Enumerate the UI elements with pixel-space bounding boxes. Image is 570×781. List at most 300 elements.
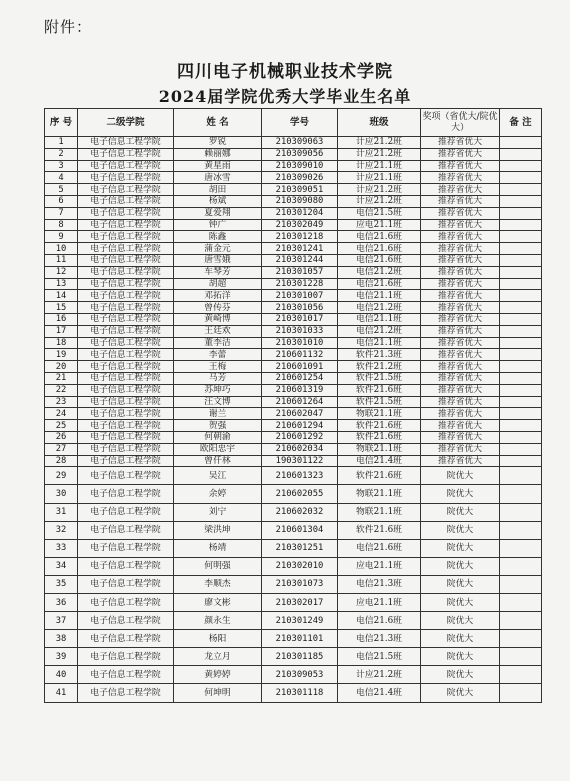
cell-name: 颜永生 bbox=[174, 612, 262, 630]
cell-name: 汪文博 bbox=[174, 396, 262, 408]
cell-remark bbox=[500, 396, 542, 408]
cell-remark bbox=[500, 278, 542, 290]
cell-college: 电子信息工程学院 bbox=[78, 148, 174, 160]
cell-student-id: 210301241 bbox=[262, 243, 338, 255]
cell-student-id: 210301057 bbox=[262, 266, 338, 278]
cell-award: 推荐省优大 bbox=[421, 384, 500, 396]
cell-student-id: 210309010 bbox=[262, 160, 338, 172]
cell-seq: 6 bbox=[45, 195, 78, 207]
cell-remark bbox=[500, 302, 542, 314]
cell-award: 院优大 bbox=[421, 503, 500, 521]
cell-college: 电子信息工程学院 bbox=[78, 195, 174, 207]
cell-name: 苏坤巧 bbox=[174, 384, 262, 396]
cell-seq: 28 bbox=[45, 455, 78, 467]
cell-class: 电信21.4班 bbox=[338, 455, 421, 467]
cell-student-id: 210601292 bbox=[262, 431, 338, 443]
cell-remark bbox=[500, 455, 542, 467]
cell-seq: 29 bbox=[45, 467, 78, 485]
table-row bbox=[45, 521, 542, 539]
cell-student-id: 210601091 bbox=[262, 361, 338, 373]
cell-class: 软件21.6班 bbox=[338, 420, 421, 432]
cell-award: 院优大 bbox=[421, 593, 500, 611]
cell-student-id: 210602047 bbox=[262, 408, 338, 420]
cell-remark bbox=[500, 254, 542, 266]
cell-award: 推荐省优大 bbox=[421, 207, 500, 219]
cell-class: 电信21.6班 bbox=[338, 278, 421, 290]
cell-college: 电子信息工程学院 bbox=[78, 243, 174, 255]
cell-remark bbox=[500, 408, 542, 420]
cell-student-id: 210301249 bbox=[262, 612, 338, 630]
cell-name: 谢兰 bbox=[174, 408, 262, 420]
cell-remark bbox=[500, 372, 542, 384]
cell-student-id: 210601264 bbox=[262, 396, 338, 408]
cell-class: 软件21.6班 bbox=[338, 467, 421, 485]
cell-college: 电子信息工程学院 bbox=[78, 278, 174, 290]
cell-student-id: 210301073 bbox=[262, 575, 338, 593]
table-row bbox=[45, 325, 542, 337]
cell-seq: 19 bbox=[45, 349, 78, 361]
cell-seq: 34 bbox=[45, 557, 78, 575]
cell-name: 杨靖 bbox=[174, 539, 262, 557]
cell-student-id: 210601294 bbox=[262, 420, 338, 432]
cell-seq: 38 bbox=[45, 630, 78, 648]
cell-seq: 30 bbox=[45, 485, 78, 503]
cell-name: 吴江 bbox=[174, 467, 262, 485]
cell-college: 电子信息工程学院 bbox=[78, 184, 174, 196]
attachment-label: 附件： bbox=[44, 18, 93, 36]
cell-name: 车琴芳 bbox=[174, 266, 262, 278]
cell-remark bbox=[500, 337, 542, 349]
table-row bbox=[45, 420, 542, 432]
cell-college: 电子信息工程学院 bbox=[78, 349, 174, 361]
cell-remark bbox=[500, 485, 542, 503]
cell-student-id: 210602055 bbox=[262, 485, 338, 503]
cell-class: 电信21.6班 bbox=[338, 254, 421, 266]
cell-college: 电子信息工程学院 bbox=[78, 431, 174, 443]
cell-remark bbox=[500, 325, 542, 337]
cell-class: 计应21.2班 bbox=[338, 137, 421, 149]
cell-award: 推荐省优大 bbox=[421, 243, 500, 255]
cell-class: 计应21.2班 bbox=[338, 666, 421, 684]
cell-college: 电子信息工程学院 bbox=[78, 443, 174, 455]
table-body bbox=[45, 137, 542, 703]
cell-award: 院优大 bbox=[421, 575, 500, 593]
cell-class: 电信21.6班 bbox=[338, 612, 421, 630]
cell-remark bbox=[500, 666, 542, 684]
cell-award: 推荐省优大 bbox=[421, 337, 500, 349]
cell-remark bbox=[500, 557, 542, 575]
cell-name: 欧阳忠宇 bbox=[174, 443, 262, 455]
cell-seq: 3 bbox=[45, 160, 78, 172]
table-row bbox=[45, 160, 542, 172]
table-row bbox=[45, 361, 542, 373]
cell-student-id: 210302049 bbox=[262, 219, 338, 231]
cell-class: 电信21.5班 bbox=[338, 207, 421, 219]
cell-name: 陈鑫 bbox=[174, 231, 262, 243]
header-college: 二级学院 bbox=[78, 109, 174, 137]
cell-student-id: 210601304 bbox=[262, 521, 338, 539]
table-row bbox=[45, 184, 542, 196]
cell-seq: 40 bbox=[45, 666, 78, 684]
table-row bbox=[45, 630, 542, 648]
cell-seq: 18 bbox=[45, 337, 78, 349]
cell-class: 物联21.1班 bbox=[338, 503, 421, 521]
cell-remark bbox=[500, 172, 542, 184]
cell-award: 推荐省优大 bbox=[421, 420, 500, 432]
cell-seq: 26 bbox=[45, 431, 78, 443]
cell-college: 电子信息工程学院 bbox=[78, 420, 174, 432]
cell-award: 推荐省优大 bbox=[421, 325, 500, 337]
cell-student-id: 210601254 bbox=[262, 372, 338, 384]
table-row bbox=[45, 231, 542, 243]
table-row bbox=[45, 666, 542, 684]
cell-student-id: 210301244 bbox=[262, 254, 338, 266]
cell-class: 电信21.4班 bbox=[338, 684, 421, 702]
cell-name: 赖丽娜 bbox=[174, 148, 262, 160]
cell-seq: 32 bbox=[45, 521, 78, 539]
table-row bbox=[45, 148, 542, 160]
cell-college: 电子信息工程学院 bbox=[78, 372, 174, 384]
cell-name: 王廷欢 bbox=[174, 325, 262, 337]
cell-class: 电信21.2班 bbox=[338, 302, 421, 314]
cell-college: 电子信息工程学院 bbox=[78, 539, 174, 557]
header-class: 班级 bbox=[338, 109, 421, 137]
cell-class: 计应21.1班 bbox=[338, 160, 421, 172]
cell-name: 刘宁 bbox=[174, 503, 262, 521]
table-row bbox=[45, 384, 542, 396]
cell-award: 院优大 bbox=[421, 648, 500, 666]
cell-student-id: 210301228 bbox=[262, 278, 338, 290]
cell-student-id: 210302010 bbox=[262, 557, 338, 575]
cell-award: 推荐省优大 bbox=[421, 266, 500, 278]
cell-college: 电子信息工程学院 bbox=[78, 467, 174, 485]
cell-remark bbox=[500, 431, 542, 443]
table-row bbox=[45, 431, 542, 443]
cell-seq: 21 bbox=[45, 372, 78, 384]
header-name: 姓 名 bbox=[174, 109, 262, 137]
cell-student-id: 210301218 bbox=[262, 231, 338, 243]
cell-remark bbox=[500, 361, 542, 373]
cell-student-id: 210309053 bbox=[262, 666, 338, 684]
cell-remark bbox=[500, 384, 542, 396]
cell-name: 杨斌 bbox=[174, 195, 262, 207]
table-row bbox=[45, 302, 542, 314]
table-row bbox=[45, 684, 542, 702]
cell-award: 推荐省优大 bbox=[421, 408, 500, 420]
cell-award: 推荐省优大 bbox=[421, 254, 500, 266]
cell-class: 计应21.1班 bbox=[338, 172, 421, 184]
cell-award: 推荐省优大 bbox=[421, 184, 500, 196]
cell-remark bbox=[500, 148, 542, 160]
cell-remark bbox=[500, 503, 542, 521]
cell-class: 应电21.1班 bbox=[338, 219, 421, 231]
cell-remark bbox=[500, 443, 542, 455]
table-row bbox=[45, 575, 542, 593]
cell-name: 董李洁 bbox=[174, 337, 262, 349]
cell-name: 唐雪娥 bbox=[174, 254, 262, 266]
cell-college: 电子信息工程学院 bbox=[78, 361, 174, 373]
cell-name: 何明强 bbox=[174, 557, 262, 575]
cell-class: 电信21.6班 bbox=[338, 243, 421, 255]
cell-college: 电子信息工程学院 bbox=[78, 266, 174, 278]
cell-remark bbox=[500, 420, 542, 432]
cell-remark bbox=[500, 521, 542, 539]
cell-college: 电子信息工程学院 bbox=[78, 219, 174, 231]
header-award: 奖项（省优大/院优大） bbox=[421, 109, 500, 137]
table-row bbox=[45, 396, 542, 408]
cell-college: 电子信息工程学院 bbox=[78, 290, 174, 302]
cell-class: 电信21.6班 bbox=[338, 231, 421, 243]
cell-remark bbox=[500, 684, 542, 702]
table-row bbox=[45, 243, 542, 255]
cell-college: 电子信息工程学院 bbox=[78, 396, 174, 408]
table-row bbox=[45, 207, 542, 219]
cell-college: 电子信息工程学院 bbox=[78, 648, 174, 666]
cell-name: 罗锐 bbox=[174, 137, 262, 149]
cell-remark bbox=[500, 630, 542, 648]
cell-student-id: 210301017 bbox=[262, 313, 338, 325]
cell-award: 院优大 bbox=[421, 684, 500, 702]
cell-name: 梁洪坤 bbox=[174, 521, 262, 539]
cell-remark bbox=[500, 349, 542, 361]
cell-student-id: 210601319 bbox=[262, 384, 338, 396]
cell-remark bbox=[500, 648, 542, 666]
cell-student-id: 210301251 bbox=[262, 539, 338, 557]
cell-student-id: 210302017 bbox=[262, 593, 338, 611]
cell-college: 电子信息工程学院 bbox=[78, 137, 174, 149]
cell-seq: 22 bbox=[45, 384, 78, 396]
cell-student-id: 210301033 bbox=[262, 325, 338, 337]
table-row bbox=[45, 290, 542, 302]
table-row bbox=[45, 455, 542, 467]
cell-name: 何坤明 bbox=[174, 684, 262, 702]
cell-award: 推荐省优大 bbox=[421, 148, 500, 160]
table-row bbox=[45, 313, 542, 325]
cell-college: 电子信息工程学院 bbox=[78, 384, 174, 396]
document-title: 四川电子机械职业技术学院 bbox=[177, 62, 393, 82]
cell-class: 电信21.3班 bbox=[338, 630, 421, 648]
cell-student-id: 210602034 bbox=[262, 443, 338, 455]
cell-college: 电子信息工程学院 bbox=[78, 302, 174, 314]
cell-award: 院优大 bbox=[421, 612, 500, 630]
cell-name: 黄星雨 bbox=[174, 160, 262, 172]
cell-remark bbox=[500, 184, 542, 196]
header-student-id: 学号 bbox=[262, 109, 338, 137]
cell-college: 电子信息工程学院 bbox=[78, 593, 174, 611]
cell-remark bbox=[500, 290, 542, 302]
table-row bbox=[45, 219, 542, 231]
cell-remark bbox=[500, 313, 542, 325]
cell-class: 软件21.6班 bbox=[338, 384, 421, 396]
cell-name: 曾仟林 bbox=[174, 455, 262, 467]
cell-award: 推荐省优大 bbox=[421, 231, 500, 243]
cell-college: 电子信息工程学院 bbox=[78, 408, 174, 420]
cell-student-id: 210301007 bbox=[262, 290, 338, 302]
table-row bbox=[45, 408, 542, 420]
cell-seq: 25 bbox=[45, 420, 78, 432]
table-row bbox=[45, 593, 542, 611]
cell-college: 电子信息工程学院 bbox=[78, 455, 174, 467]
cell-name: 蒲金元 bbox=[174, 243, 262, 255]
cell-award: 院优大 bbox=[421, 521, 500, 539]
cell-remark bbox=[500, 467, 542, 485]
cell-class: 软件21.6班 bbox=[338, 431, 421, 443]
cell-award: 院优大 bbox=[421, 485, 500, 503]
cell-student-id: 210301056 bbox=[262, 302, 338, 314]
cell-award: 推荐省优大 bbox=[421, 172, 500, 184]
table-row bbox=[45, 539, 542, 557]
cell-award: 推荐省优大 bbox=[421, 302, 500, 314]
cell-award: 推荐省优大 bbox=[421, 455, 500, 467]
cell-college: 电子信息工程学院 bbox=[78, 254, 174, 266]
cell-student-id: 210309063 bbox=[262, 137, 338, 149]
cell-college: 电子信息工程学院 bbox=[78, 313, 174, 325]
cell-award: 推荐省优大 bbox=[421, 361, 500, 373]
cell-award: 院优大 bbox=[421, 557, 500, 575]
cell-name: 曾传芬 bbox=[174, 302, 262, 314]
cell-seq: 41 bbox=[45, 684, 78, 702]
table-row bbox=[45, 266, 542, 278]
cell-award: 院优大 bbox=[421, 630, 500, 648]
cell-student-id: 210301118 bbox=[262, 684, 338, 702]
cell-student-id: 210309056 bbox=[262, 148, 338, 160]
cell-class: 应电21.1班 bbox=[338, 593, 421, 611]
cell-award: 推荐省优大 bbox=[421, 372, 500, 384]
cell-class: 电信21.1班 bbox=[338, 313, 421, 325]
cell-seq: 9 bbox=[45, 231, 78, 243]
cell-class: 电信21.2班 bbox=[338, 266, 421, 278]
cell-remark bbox=[500, 137, 542, 149]
cell-seq: 2 bbox=[45, 148, 78, 160]
cell-name: 李蕾 bbox=[174, 349, 262, 361]
cell-name: 马芳 bbox=[174, 372, 262, 384]
cell-name: 钟广 bbox=[174, 219, 262, 231]
cell-seq: 7 bbox=[45, 207, 78, 219]
table-header-row bbox=[45, 109, 542, 137]
cell-name: 王梅 bbox=[174, 361, 262, 373]
cell-seq: 11 bbox=[45, 254, 78, 266]
cell-college: 电子信息工程学院 bbox=[78, 666, 174, 684]
cell-award: 推荐省优大 bbox=[421, 219, 500, 231]
header-seq: 序 号 bbox=[45, 109, 78, 137]
cell-college: 电子信息工程学院 bbox=[78, 557, 174, 575]
cell-seq: 14 bbox=[45, 290, 78, 302]
cell-seq: 35 bbox=[45, 575, 78, 593]
cell-name: 夏爱翔 bbox=[174, 207, 262, 219]
cell-seq: 17 bbox=[45, 325, 78, 337]
cell-college: 电子信息工程学院 bbox=[78, 575, 174, 593]
graduates-table bbox=[44, 108, 542, 703]
cell-class: 电信21.1班 bbox=[338, 290, 421, 302]
cell-name: 杨阳 bbox=[174, 630, 262, 648]
cell-seq: 12 bbox=[45, 266, 78, 278]
cell-seq: 24 bbox=[45, 408, 78, 420]
cell-class: 电信21.3班 bbox=[338, 575, 421, 593]
cell-name: 龙立月 bbox=[174, 648, 262, 666]
cell-college: 电子信息工程学院 bbox=[78, 684, 174, 702]
cell-award: 推荐省优大 bbox=[421, 278, 500, 290]
cell-remark bbox=[500, 539, 542, 557]
table-row bbox=[45, 503, 542, 521]
cell-college: 电子信息工程学院 bbox=[78, 337, 174, 349]
cell-seq: 31 bbox=[45, 503, 78, 521]
cell-remark bbox=[500, 243, 542, 255]
cell-award: 院优大 bbox=[421, 539, 500, 557]
cell-student-id: 210301101 bbox=[262, 630, 338, 648]
cell-student-id: 210301185 bbox=[262, 648, 338, 666]
cell-class: 电信21.6班 bbox=[338, 539, 421, 557]
cell-seq: 13 bbox=[45, 278, 78, 290]
cell-class: 计应21.2班 bbox=[338, 148, 421, 160]
cell-class: 应电21.1班 bbox=[338, 557, 421, 575]
cell-student-id: 210309026 bbox=[262, 172, 338, 184]
cell-college: 电子信息工程学院 bbox=[78, 231, 174, 243]
cell-remark bbox=[500, 593, 542, 611]
table-row bbox=[45, 349, 542, 361]
cell-student-id: 210309080 bbox=[262, 195, 338, 207]
cell-seq: 20 bbox=[45, 361, 78, 373]
cell-class: 软件21.2班 bbox=[338, 361, 421, 373]
cell-college: 电子信息工程学院 bbox=[78, 503, 174, 521]
cell-class: 电信21.1班 bbox=[338, 337, 421, 349]
header-remark: 备 注 bbox=[500, 109, 542, 137]
cell-seq: 39 bbox=[45, 648, 78, 666]
cell-seq: 37 bbox=[45, 612, 78, 630]
cell-seq: 33 bbox=[45, 539, 78, 557]
cell-remark bbox=[500, 575, 542, 593]
cell-class: 软件21.5班 bbox=[338, 396, 421, 408]
cell-name: 贺强 bbox=[174, 420, 262, 432]
cell-seq: 36 bbox=[45, 593, 78, 611]
cell-name: 廖文彬 bbox=[174, 593, 262, 611]
cell-class: 电信21.5班 bbox=[338, 648, 421, 666]
cell-student-id: 210601323 bbox=[262, 467, 338, 485]
cell-college: 电子信息工程学院 bbox=[78, 172, 174, 184]
table-row bbox=[45, 254, 542, 266]
cell-name: 胡田 bbox=[174, 184, 262, 196]
cell-award: 院优大 bbox=[421, 666, 500, 684]
cell-seq: 5 bbox=[45, 184, 78, 196]
cell-award: 推荐省优大 bbox=[421, 195, 500, 207]
cell-student-id: 210309051 bbox=[262, 184, 338, 196]
cell-student-id: 190301122 bbox=[262, 455, 338, 467]
cell-award: 推荐省优大 bbox=[421, 137, 500, 149]
cell-class: 物联21.1班 bbox=[338, 485, 421, 503]
cell-remark bbox=[500, 266, 542, 278]
cell-seq: 4 bbox=[45, 172, 78, 184]
cell-seq: 27 bbox=[45, 443, 78, 455]
cell-student-id: 210602032 bbox=[262, 503, 338, 521]
cell-remark bbox=[500, 195, 542, 207]
table-row bbox=[45, 172, 542, 184]
cell-name: 邓拓洋 bbox=[174, 290, 262, 302]
cell-name: 唐冰雪 bbox=[174, 172, 262, 184]
table-row bbox=[45, 337, 542, 349]
cell-college: 电子信息工程学院 bbox=[78, 160, 174, 172]
table-row bbox=[45, 612, 542, 630]
cell-college: 电子信息工程学院 bbox=[78, 521, 174, 539]
table-row bbox=[45, 557, 542, 575]
cell-award: 推荐省优大 bbox=[421, 431, 500, 443]
cell-name: 李顺杰 bbox=[174, 575, 262, 593]
cell-class: 计应21.2班 bbox=[338, 195, 421, 207]
cell-award: 院优大 bbox=[421, 467, 500, 485]
cell-remark bbox=[500, 207, 542, 219]
table-row bbox=[45, 467, 542, 485]
cell-class: 电信21.2班 bbox=[338, 325, 421, 337]
cell-student-id: 210301010 bbox=[262, 337, 338, 349]
cell-award: 推荐省优大 bbox=[421, 443, 500, 455]
